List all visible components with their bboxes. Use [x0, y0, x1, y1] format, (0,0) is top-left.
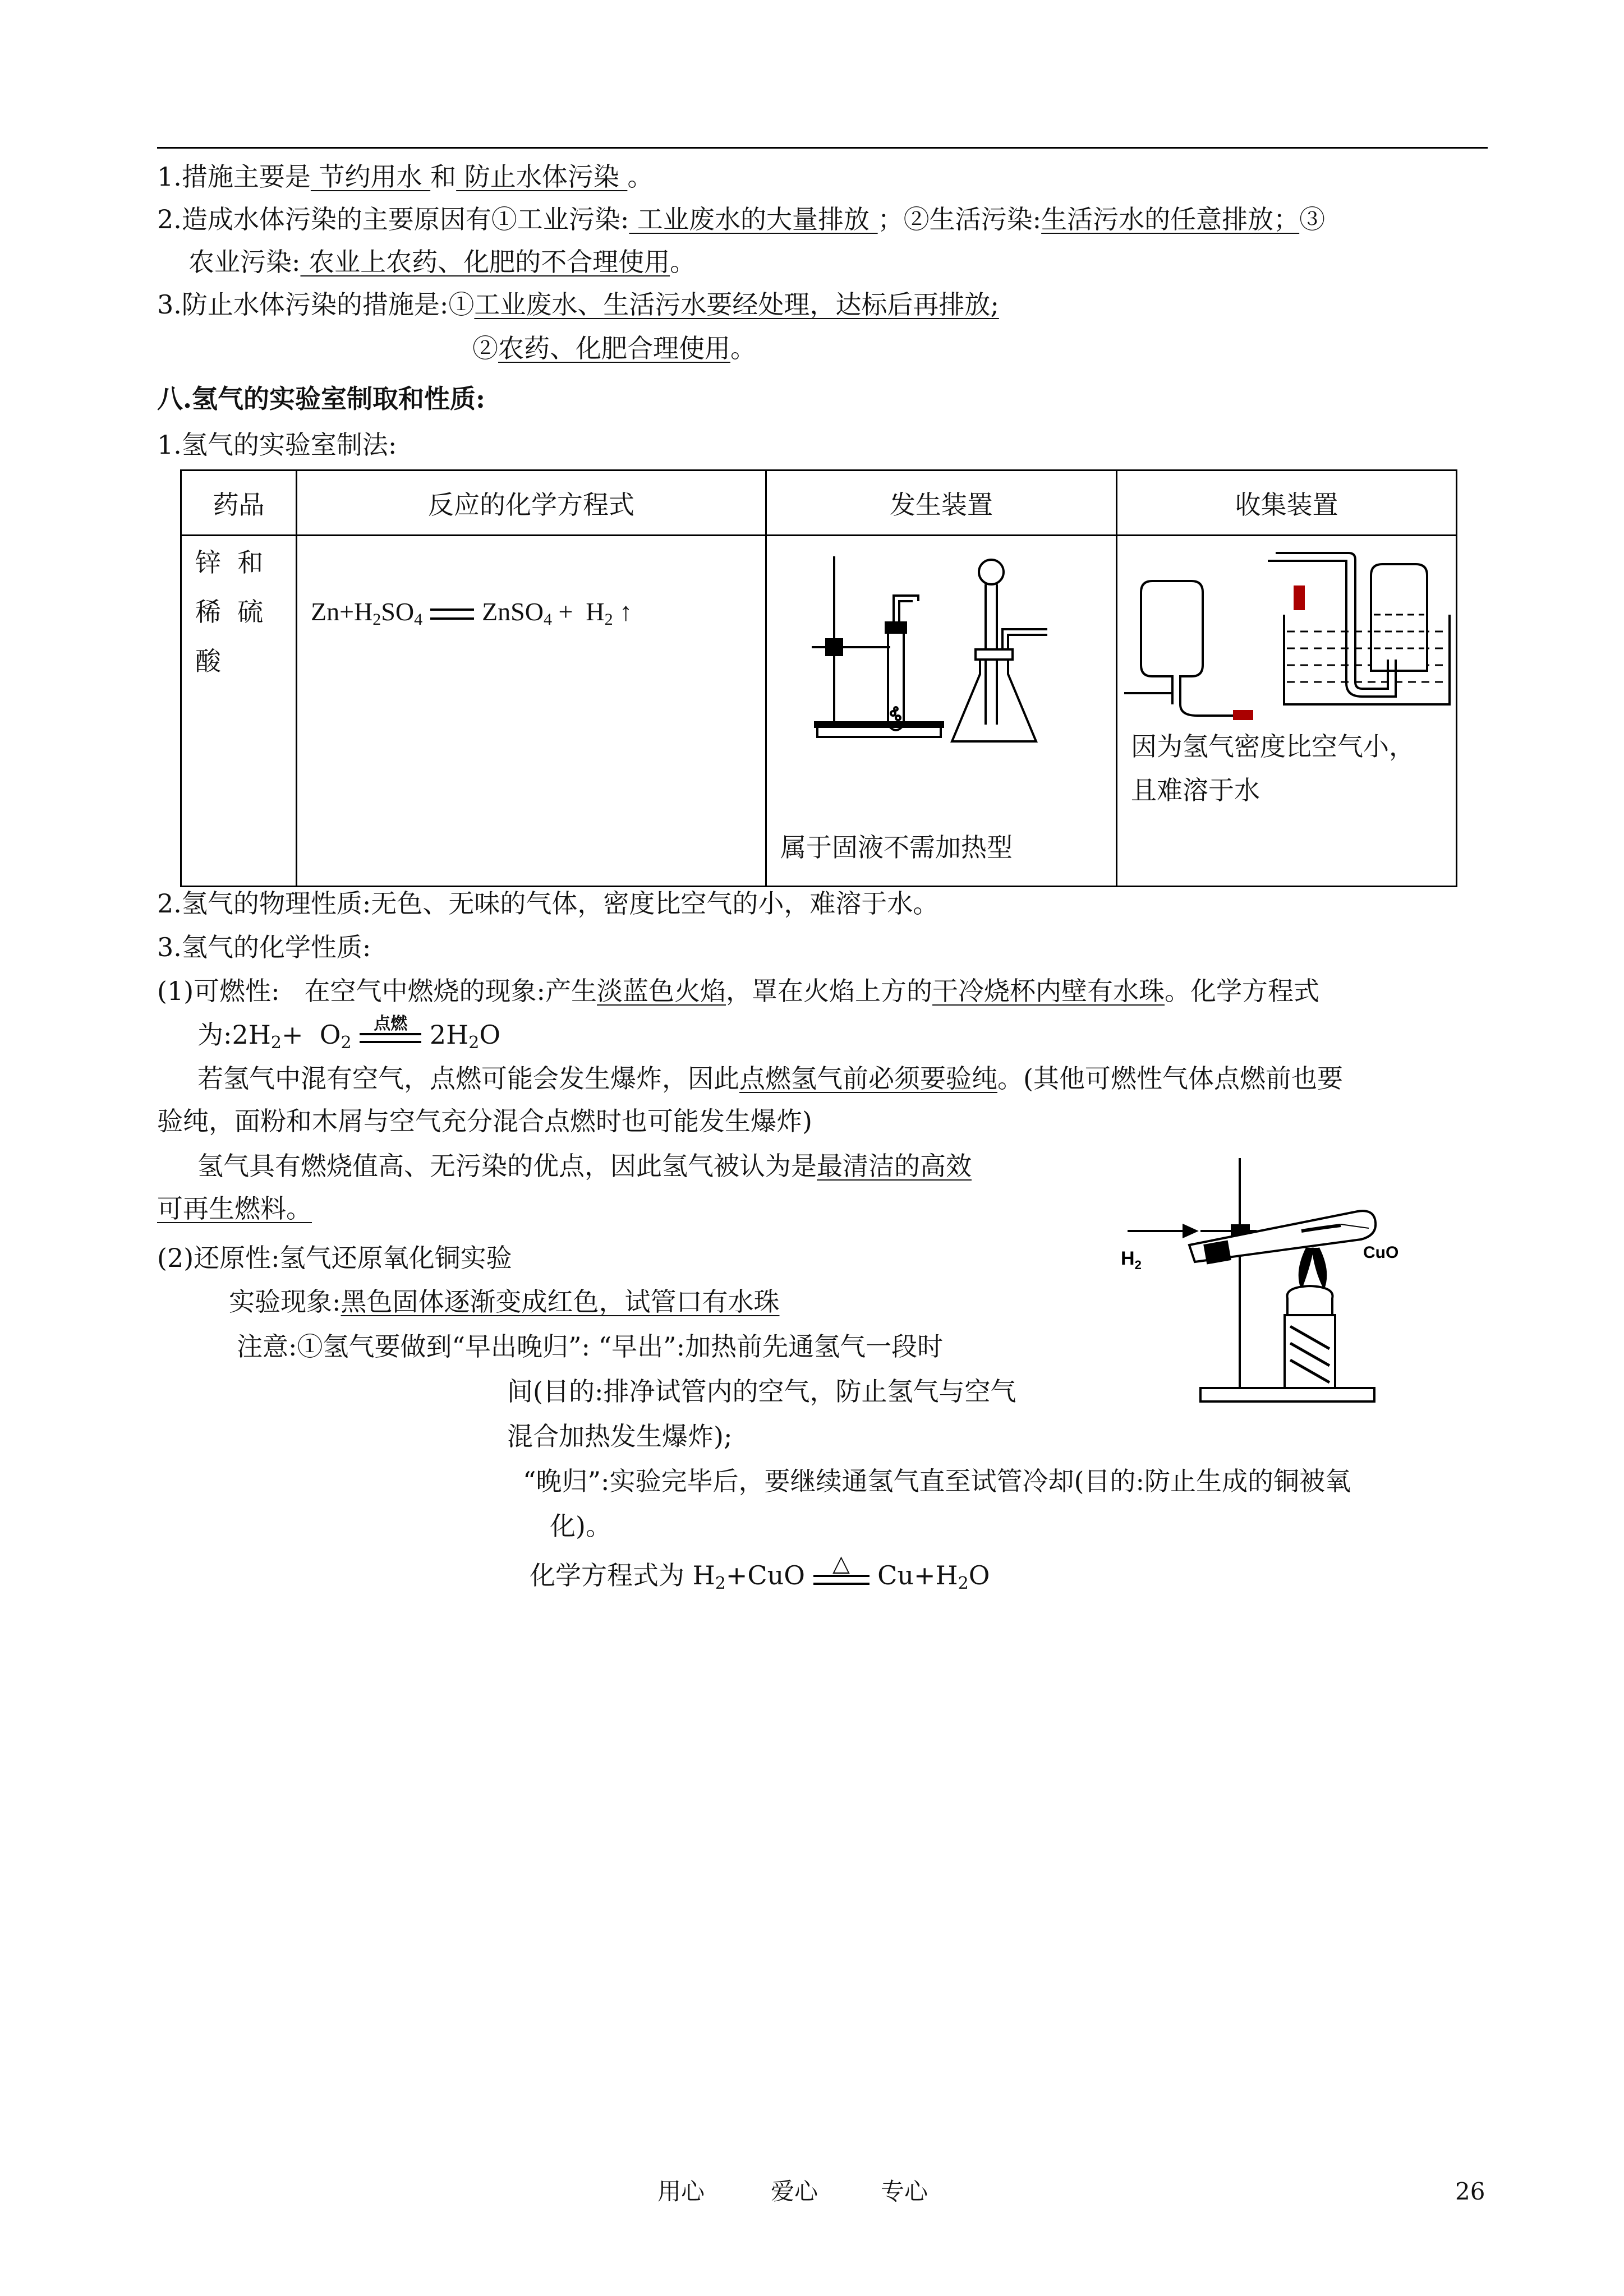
collector-cell: [1117, 536, 1457, 887]
equation-cell: [297, 536, 766, 887]
answer: 工业废水、生活污水要经处理，达标后再排放;: [474, 289, 999, 320]
text: Cu+H: [877, 1560, 958, 1590]
header-rule: [157, 147, 1488, 149]
collector-note: 因为氢气密度比空气小，: [1131, 731, 1415, 762]
text: + H: [551, 597, 605, 626]
text: +CuO: [725, 1560, 805, 1590]
generator-note: 属于固液不需加热型: [780, 832, 1013, 863]
text: ②: [472, 333, 498, 363]
fuel-line-2: [157, 1191, 312, 1226]
phenomenon-line: [229, 1284, 780, 1319]
text: 氢气具有燃烧值高、无污染的优点，因此氢气被认为是: [197, 1151, 817, 1181]
text: 若氢气中混有空气，点燃可能会发生爆炸，因此: [197, 1063, 739, 1094]
text: O: [479, 1020, 501, 1050]
sub: 2: [958, 1574, 969, 1593]
header-cell: 药品: [181, 471, 297, 536]
text: 2H: [429, 1020, 469, 1050]
answer: 农药、化肥合理使用: [498, 333, 730, 363]
reduction-equation: [530, 1551, 990, 1594]
table-header-row: [181, 471, 1457, 536]
text: 1.措施主要是: [157, 162, 311, 192]
equation: [311, 592, 632, 631]
text: 农业污染:: [188, 247, 301, 277]
text: + O: [281, 1020, 341, 1050]
note-line: 混合加热发生爆炸);: [507, 1421, 733, 1451]
combustion-equation: [197, 1014, 501, 1053]
note-line: 注意:①氢气要做到“早出晚归”: “早出”:加热前先通氢气一段时: [237, 1331, 944, 1362]
text: ，罩在火焰上方的: [726, 976, 933, 1006]
generator-apparatus-illustration: [778, 545, 1109, 769]
page-number: 26: [1455, 2178, 1485, 2205]
answer: 点燃氢气前必须要验纯: [739, 1063, 997, 1094]
condition-mark: [360, 1015, 421, 1043]
collector-apparatus-illustration: [1124, 542, 1461, 727]
answer: 最清洁的高效: [817, 1151, 972, 1181]
sub: 2: [715, 1574, 726, 1593]
equals-sign: [360, 1033, 421, 1043]
reduction-apparatus-figure: [1116, 1147, 1419, 1416]
text: 。化学方程式: [1165, 976, 1320, 1006]
text: 为:2H: [197, 1020, 271, 1050]
text: Zn+H: [311, 597, 373, 626]
answer: 可再生燃料。: [157, 1193, 312, 1224]
text: O: [968, 1560, 990, 1590]
footer-motto: 用心: [657, 2178, 705, 2205]
sub: 2: [604, 610, 613, 629]
text: ；②生活污染:: [877, 204, 1042, 234]
measure-line: [157, 159, 653, 194]
chemical-property-title: 3.氢气的化学性质:: [157, 932, 371, 962]
text: SO: [381, 597, 415, 626]
fuel-line: [197, 1149, 972, 1183]
cause-line: [157, 202, 1325, 237]
text: (1)可燃性: 在空气中燃烧的现象:产生: [157, 976, 597, 1006]
text: 实验现象:: [229, 1287, 341, 1317]
reduction-apparatus-illustration: [1116, 1147, 1419, 1416]
sub: 4: [414, 610, 423, 629]
answer: 工业废水的大量排放: [629, 204, 878, 234]
text: ③: [1299, 204, 1326, 234]
heat-triangle-icon: △: [832, 1551, 850, 1576]
reduction-title: (2)还原性:氢气还原氧化铜实验: [157, 1243, 512, 1273]
header-cell: 发生装置: [766, 471, 1117, 536]
condition-mark: [813, 1552, 869, 1585]
sub: 4: [543, 610, 552, 629]
header-cell: 反应的化学方程式: [297, 471, 766, 536]
answer: 农业上农药、化肥的不合理使用: [300, 247, 670, 277]
generator-cell: [766, 536, 1117, 887]
sub: 2: [341, 1033, 352, 1053]
answer: 淡蓝色火焰: [597, 976, 726, 1006]
drug-cell: [181, 536, 297, 887]
safety-line: [197, 1061, 1343, 1096]
section-title: 八.氢气的实验室制取和性质:: [157, 384, 485, 414]
table-row: [181, 536, 1457, 887]
collector-note: 且难溶于水: [1131, 775, 1260, 805]
prevention-line: [157, 287, 999, 322]
text: 3.防止水体污染的措施是:①: [157, 289, 475, 320]
up-arrow-icon: ↑: [619, 597, 633, 626]
text: 和: [430, 162, 457, 192]
answer: 防止水体污染: [456, 162, 628, 192]
drug-line: 酸: [195, 646, 221, 676]
note-line: “晚归”:实验完毕后，要继续通氢气直至试管冷却(目的:防止生成的铜被氧: [523, 1466, 1351, 1496]
sub: 2: [468, 1033, 480, 1053]
text: 。: [670, 247, 696, 277]
combustion-line: [157, 974, 1319, 1008]
text: 。(其他可燃性气体点燃前也要: [997, 1063, 1343, 1094]
cuo-label: CuO: [1363, 1243, 1399, 1262]
subsection-title: 1.氢气的实验室制法:: [157, 430, 397, 460]
answer: 干冷烧杯内壁有水珠: [932, 976, 1165, 1006]
cause-line-2: [188, 245, 696, 279]
sub: 2: [270, 1033, 282, 1053]
text: 。: [730, 333, 756, 363]
answer: 节约用水: [310, 162, 431, 192]
answer: 生活污水的任意排放；: [1041, 204, 1300, 234]
drug-line: 锌 和: [195, 547, 264, 578]
text: ZnSO: [482, 597, 544, 626]
answer: 黑色固体逐渐变成红色，试管口有水珠: [341, 1287, 780, 1317]
physical-property: 2.氢气的物理性质:无色、无味的气体，密度比空气的小，难溶于水。: [157, 888, 939, 919]
footer-motto: 专心: [881, 2178, 928, 2205]
equals-sign: [430, 608, 474, 620]
text: 化学方程式为 H: [530, 1560, 715, 1590]
prevention-line-2: [472, 331, 756, 366]
header-cell: 收集装置: [1117, 471, 1457, 536]
condition-label: 点燃: [374, 1014, 408, 1034]
sub: 2: [372, 610, 381, 629]
footer-motto: 爱心: [771, 2178, 818, 2205]
note-line: 间(目的:排净试管内的空气，防止氢气与空气: [507, 1376, 1016, 1407]
lab-method-table: [180, 469, 1457, 887]
note-line: 化)。: [550, 1511, 611, 1541]
text: 2.造成水体污染的主要原因有①工业污染:: [157, 204, 629, 234]
safety-line-2: 验纯，面粉和木屑与空气充分混合点燃时也可能发生爆炸): [157, 1106, 812, 1136]
text: 。: [627, 162, 654, 192]
h2-label: $H_2$: [1121, 1248, 1142, 1272]
drug-line: 稀 硫: [195, 597, 264, 627]
